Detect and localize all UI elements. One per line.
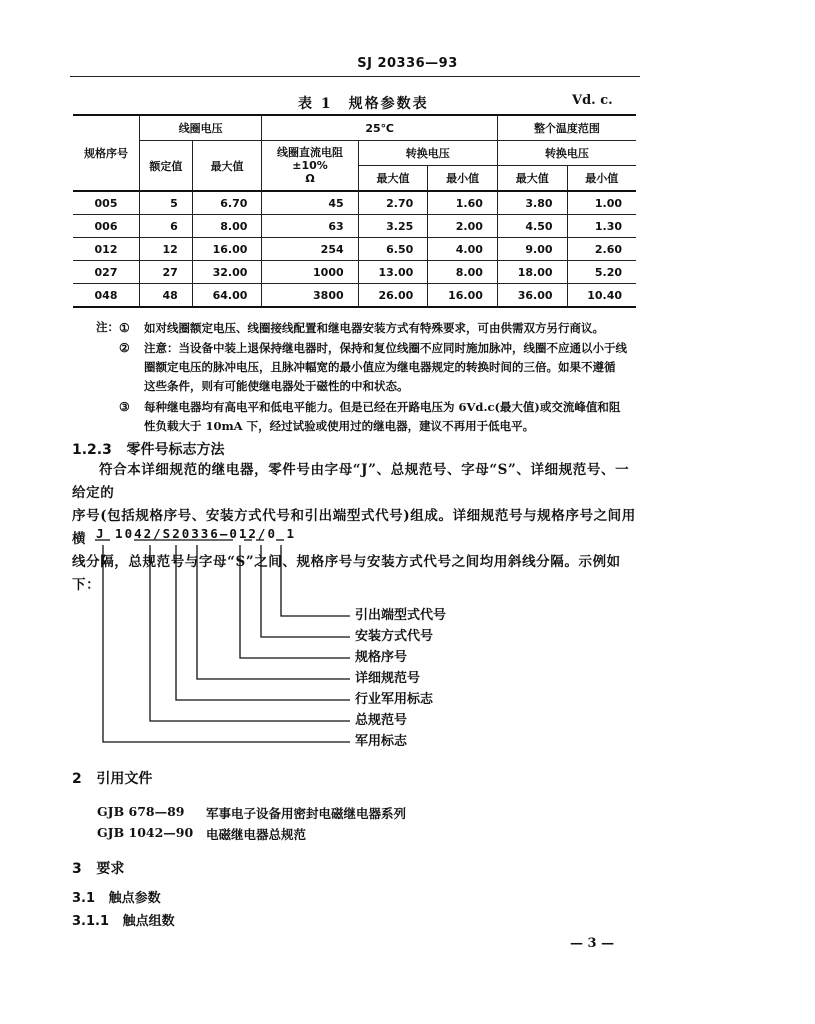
cell-rated: 27	[140, 261, 193, 284]
section-3-1-1-heading	[72, 910, 175, 929]
cell-rated: 12	[140, 238, 193, 261]
header-switch-voltage: 转换电压	[358, 141, 497, 166]
cell-switch-max: 2.70	[358, 191, 428, 215]
header-coil-voltage: 线圈电压	[140, 115, 262, 141]
cell-switch-min: 16.00	[428, 284, 498, 308]
cell-switch-min: 8.00	[428, 261, 498, 284]
cell-resistance: 3800	[262, 284, 358, 308]
section-number: 3	[72, 861, 82, 877]
header-max-value-2: 最大值	[497, 166, 567, 192]
label-detail-spec-no: 详细规范号	[355, 671, 421, 686]
section-number: 3.1	[72, 891, 96, 906]
reference-code: GJB 678—89	[97, 804, 185, 819]
cell-switch-max: 13.00	[358, 261, 428, 284]
resistance-line-2: ±10%	[292, 159, 328, 172]
section-title: 要求	[96, 861, 125, 877]
section-title: 引用文件	[96, 771, 153, 787]
header-min-value-2: 最小值	[567, 166, 636, 192]
cell-resistance: 1000	[262, 261, 358, 284]
cell-range-min: 1.00	[567, 191, 636, 215]
note-2-line: 圈额定电压的脉冲电压，且脉冲幅宽的最小值应为继电器规定的转换时间的三倍。如果不遵循	[144, 360, 616, 374]
section-number: 3.1.1	[72, 914, 110, 929]
cell-range-min: 1.30	[567, 215, 636, 238]
cell-resistance: 254	[262, 238, 358, 261]
cell-resistance: 63	[262, 215, 358, 238]
header-spec-no: 规格序号	[73, 115, 140, 191]
table-title: 表 1 规格参数表	[298, 96, 429, 112]
section-title: 零件号标志方法	[126, 442, 225, 458]
label-mounting-code: 安装方式代号	[355, 629, 434, 644]
header-max: 最大值	[192, 141, 262, 192]
cell-spec-no: 005	[73, 191, 140, 215]
resistance-line-1: 线圈直流电阻	[277, 146, 343, 159]
header-rated: 额定值	[140, 141, 193, 192]
cell-range-max: 4.50	[497, 215, 567, 238]
label-spec-no: 规格序号	[355, 650, 408, 665]
note-2-number: ②	[119, 341, 130, 355]
example-part-number: J 1042/S20336—012/0 1	[96, 526, 297, 541]
section-number: 1.2.3	[72, 442, 112, 458]
cell-spec-no: 012	[73, 238, 140, 261]
cell-switch-max: 3.25	[358, 215, 428, 238]
cell-max: 8.00	[192, 215, 262, 238]
note-3-number: ③	[119, 400, 130, 414]
note-3-line: 性负载大于 10mA 下，经过试验或使用过的继电器，建议不再用于低电平。	[144, 419, 535, 433]
table-unit: Vd. c.	[572, 93, 613, 108]
cell-range-max: 3.80	[497, 191, 567, 215]
cell-rated: 5	[140, 191, 193, 215]
cell-rated: 6	[140, 215, 193, 238]
cell-switch-max: 6.50	[358, 238, 428, 261]
header-max-value: 最大值	[358, 166, 428, 192]
resistance-line-3: Ω	[305, 172, 315, 185]
cell-rated: 48	[140, 284, 193, 308]
section-3-1-heading	[72, 887, 161, 906]
cell-spec-no: 006	[73, 215, 140, 238]
cell-switch-min: 1.60	[428, 191, 498, 215]
section-2-heading	[72, 768, 152, 788]
section-title: 触点参数	[108, 891, 161, 906]
cell-range-max: 18.00	[497, 261, 567, 284]
cell-range-min: 2.60	[567, 238, 636, 261]
cell-range-max: 36.00	[497, 284, 567, 308]
note-1-text: 如对线圈额定电压、线圈接线配置和继电器安装方式有特殊要求，可由供需双方另行商议。	[144, 321, 604, 335]
cell-max: 32.00	[192, 261, 262, 284]
section-title: 触点组数	[122, 914, 175, 929]
paragraph-line: 线分隔，总规范号与字母“S”之间、规格序号与安装方式代号之间均用斜线分隔。示例如下：	[72, 554, 621, 593]
label-terminal-type-code: 引出端型式代号	[355, 608, 447, 623]
header-full-temp-range: 整个温度范围	[497, 115, 636, 141]
cell-max: 16.00	[192, 238, 262, 261]
label-industry-military-mark: 行业军用标志	[355, 692, 434, 707]
cell-switch-min: 2.00	[428, 215, 498, 238]
cell-switch-max: 26.00	[358, 284, 428, 308]
page-number: — 3 —	[570, 936, 615, 951]
cell-max: 64.00	[192, 284, 262, 308]
note-3-line: 每种继电器均有高电平和低电平能力。但是已经在开路电压为 6Vd.c(最大值)或交流峰值和阻	[144, 400, 621, 414]
note-2-line: 这些条件，则有可能使继电器处于磁性的中和状态。	[144, 379, 409, 393]
reference-code: GJB 1042—90	[97, 825, 194, 840]
note-1-number: ①	[119, 321, 130, 335]
section-number: 2	[72, 771, 82, 787]
header-25c: 25℃	[262, 115, 498, 141]
cell-range-min: 10.40	[567, 284, 636, 308]
header-switch-voltage-2: 转换电压	[497, 141, 636, 166]
cell-range-min: 5.20	[567, 261, 636, 284]
label-general-spec-no: 总规范号	[355, 713, 408, 728]
cell-range-max: 9.00	[497, 238, 567, 261]
reference-title: 电磁继电器总规范	[206, 827, 307, 842]
cell-resistance: 45	[262, 191, 358, 215]
cell-spec-no: 027	[73, 261, 140, 284]
notes-label: 注：	[96, 320, 119, 334]
paragraph-line: 符合本详细规范的继电器，零件号由字母“J”、总规范号、字母“S”、详细规范号、一给定的	[72, 462, 630, 501]
reference-title: 军事电子设备用密封电磁继电器系列	[206, 806, 407, 821]
document-code: SJ 20336—93	[357, 56, 458, 71]
cell-spec-no: 048	[73, 284, 140, 308]
section-3-heading	[72, 858, 124, 878]
label-military-mark: 军用标志	[355, 734, 408, 749]
header-min-value: 最小值	[428, 166, 498, 192]
cell-max: 6.70	[192, 191, 262, 215]
cell-switch-min: 4.00	[428, 238, 498, 261]
paragraph-line: 序号(包括规格序号、安装方式代号和引出端型式代号)组成。详细规范号与规格序号之间用横	[72, 508, 636, 547]
note-2-line: 注意：当设备中装上退保持继电器时，保持和复位线圈不应同时施加脉冲，线圈不应通以小于线	[144, 341, 627, 355]
